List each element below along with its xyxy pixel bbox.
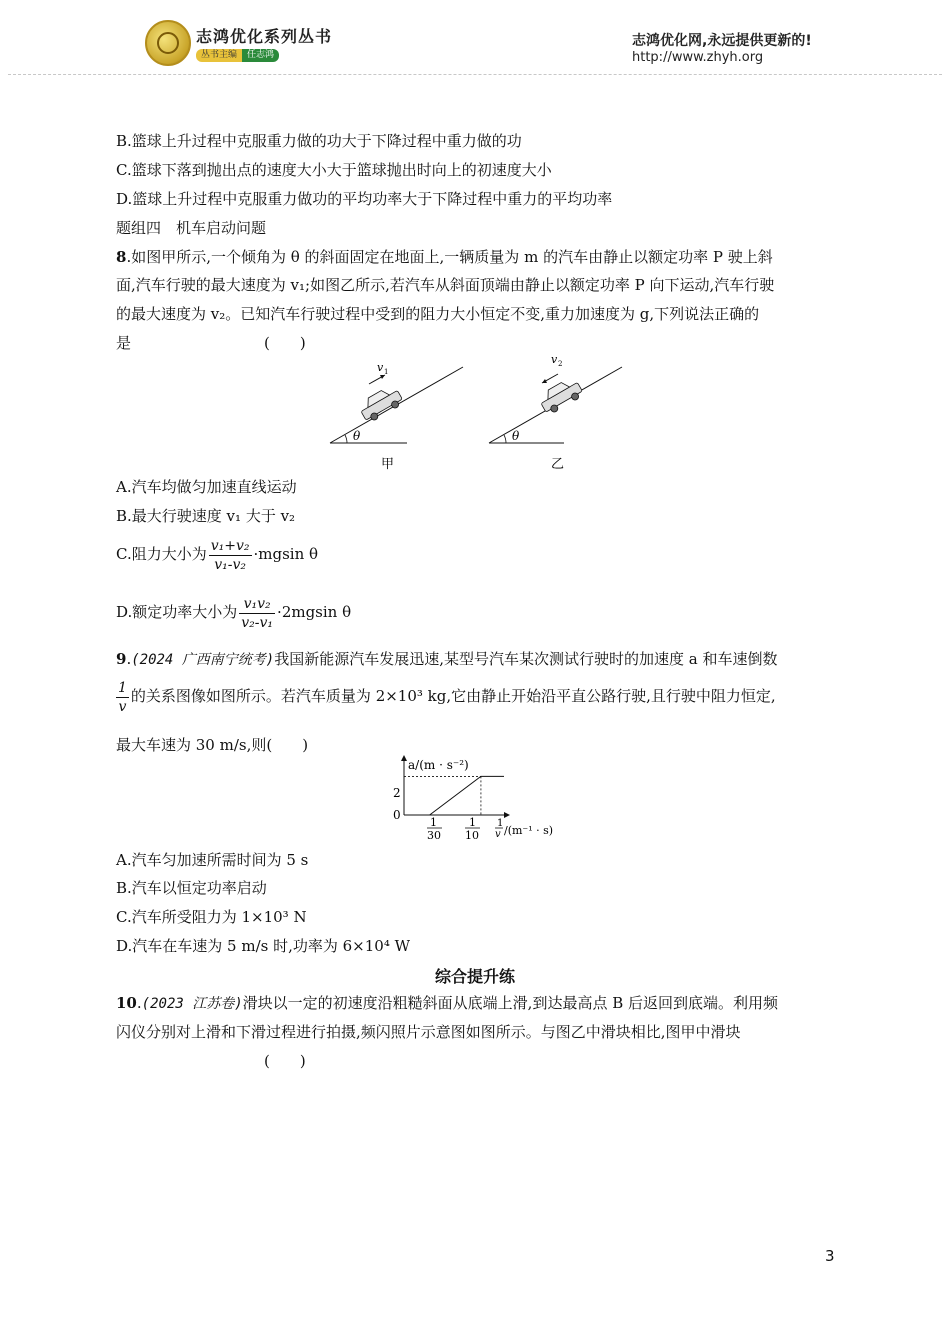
q10-line-1: 10.(2023 江苏卷)滑块以一定的初速度沿粗糙斜面从底端上滑,到达最高点 B 后返回到底端。利用频 [116, 994, 779, 1012]
q8-option-d-prefix: D.额定功率大小为 [116, 603, 238, 621]
y-axis-arrow [401, 755, 407, 761]
prev-option-c: C.篮球下落到抛出点的速度大小大于篮球抛出时向上的初速度大小 [116, 161, 552, 179]
x-tick-2-den: 10 [465, 829, 479, 842]
q8-line-1 [116, 247, 773, 267]
q9-option-a: A.汽车匀加速所需时间为 5 s [116, 851, 309, 869]
q9-chart [380, 755, 565, 847]
page-number: 3 [825, 1247, 835, 1265]
q9-number: 9 [116, 650, 127, 668]
q10-answer-paren: ( ) [264, 1052, 306, 1070]
v1-sub: 1 [384, 368, 389, 376]
figure-incline-jia [325, 360, 470, 475]
q9-text-2: 的关系图像如图所示。若汽车质量为 2×10³ kg,它由静止开始沿平直公路行驶,且行驶中阻力恒定, [130, 687, 776, 705]
q10-text-1: 滑块以一定的初速度沿粗糙斜面从底端上滑,到达最高点 B 后返回到底端。利用频 [242, 994, 779, 1012]
q8-option-c-num: v₁+v₂ [210, 537, 250, 554]
q9-line-1: 9.(2024 广西南宁统考)我国新能源汽车发展迅速,某型号汽车某次测试行驶时的加速度 a 和车速倒数 [116, 650, 778, 668]
x-label-num: 1 [497, 818, 504, 829]
q9-option-d: D.汽车在车速为 5 m/s 时,功率为 6×10⁴ W [116, 937, 411, 955]
fig-label-jia: 甲 [381, 457, 395, 472]
q8-line-2: 面,汽车行驶的最大速度为 v₁;如图乙所示,若汽车从斜面顶端由静止以额定功率 P 向下运动,汽车行驶 [116, 276, 775, 294]
q9-source: (2024 广西南宁统考) [131, 652, 275, 668]
angle-arc [345, 435, 347, 443]
q8-text-4: 是 [116, 334, 132, 352]
q9-inverse-v-fraction [116, 679, 129, 716]
q10-line-2: 闪仪分别对上滑和下滑过程进行拍摄,频闪照片示意图如图所示。与图乙中滑块相比,图甲中滑块 [116, 1023, 741, 1041]
q8-option-d-den: v₂-v₁ [241, 614, 274, 631]
x-axis-arrow [504, 812, 510, 818]
x-label-den: v [495, 829, 501, 840]
q9-line-2 [116, 676, 776, 716]
editor-name: 任志鸿 [242, 49, 279, 62]
q8-option-c-fraction [209, 537, 252, 574]
q9-option-c: C.汽车所受阻力为 1×10³ N [116, 908, 307, 926]
angle-arc [504, 435, 506, 443]
x-tick-1-num: 1 [430, 816, 437, 829]
theta-label: θ [353, 429, 361, 443]
figure-incline-yi [484, 350, 629, 475]
q8-text-1: .如图甲所示,一个倾角为 θ 的斜面固定在地面上,一辆质量为 m 的汽车由静止以额定功率 P 驶上斜 [126, 248, 773, 266]
x-tick-2-num: 1 [469, 816, 476, 829]
q9-text-1: 我国新能源汽车发展迅速,某型号汽车某次测试行驶时的加速度 a 和车速倒数 [274, 650, 778, 668]
site-url[interactable]: http://www.zhyh.org [632, 50, 764, 65]
q8-line-3: 的最大速度为 v₂。已知汽车行驶过程中受到的阻力大小恒定不变,重力加速度为 g,下列说法正确的 [116, 305, 760, 323]
x-axis-unit: /(m⁻¹ · s) [504, 824, 554, 837]
q8-option-c [116, 535, 318, 574]
q9-option-b: B.汽车以恒定功率启动 [116, 879, 267, 897]
editor-label: 丛书主编 [196, 49, 242, 62]
section-title: 综合提升练 [434, 967, 515, 986]
q8-option-c-den: v₁-v₂ [214, 556, 246, 573]
q8-option-d-suffix: ·2mgsin θ [277, 603, 352, 621]
publisher-logo-icon [145, 20, 191, 66]
page-header [0, 0, 950, 80]
group-heading: 题组四 机车启动问题 [116, 219, 267, 237]
series-line [430, 776, 504, 815]
v2-label: v [551, 353, 558, 366]
prev-option-d: D.篮球上升过程中克服重力做功的平均功率大于下降过程中重力的平均功率 [116, 190, 613, 208]
prev-option-b: B.篮球上升过程中克服重力做的功大于下降过程中重力做的功 [116, 132, 522, 150]
y-axis-label: a/(m · s⁻²) [408, 758, 469, 772]
theta-label: θ [512, 429, 520, 443]
header-divider [8, 74, 942, 75]
slogan: 志鸿优化网,永远提供更新的! [632, 33, 812, 49]
q9-frac-num: 1 [118, 679, 127, 696]
q8-option-d-fraction [239, 595, 275, 632]
q9-line-3: 最大车速为 30 m/s,则( ) [116, 736, 309, 754]
q10-source: (2023 江苏卷) [141, 996, 243, 1012]
q8-option-b: B.最大行驶速度 v₁ 大于 v₂ [116, 507, 296, 525]
y-tick-label: 2 [393, 786, 401, 800]
car-icon [357, 384, 405, 424]
q8-option-c-suffix: ·mgsin θ [253, 545, 319, 563]
v2-sub: 2 [558, 360, 563, 368]
origin-label: 0 [393, 808, 401, 822]
series-title: 志鸿优化系列丛书 [196, 27, 333, 46]
q10-number: 10 [116, 994, 137, 1012]
q8-option-c-prefix: C.阻力大小为 [116, 545, 207, 563]
q8-option-d-num: v₁v₂ [239, 595, 275, 614]
v1-label: v [377, 361, 384, 374]
editor-badge [196, 49, 279, 62]
q8-line-4 [116, 333, 306, 353]
q9-frac-den: v [118, 698, 127, 715]
q8-option-d [116, 593, 351, 632]
x-tick-1-den: 30 [427, 829, 441, 842]
q8-option-a: A.汽车均做匀加速直线运动 [116, 478, 297, 496]
q8-number: 8 [116, 248, 127, 266]
q8-answer-paren: ( ) [264, 334, 306, 352]
fig-label-yi: 乙 [551, 457, 565, 472]
